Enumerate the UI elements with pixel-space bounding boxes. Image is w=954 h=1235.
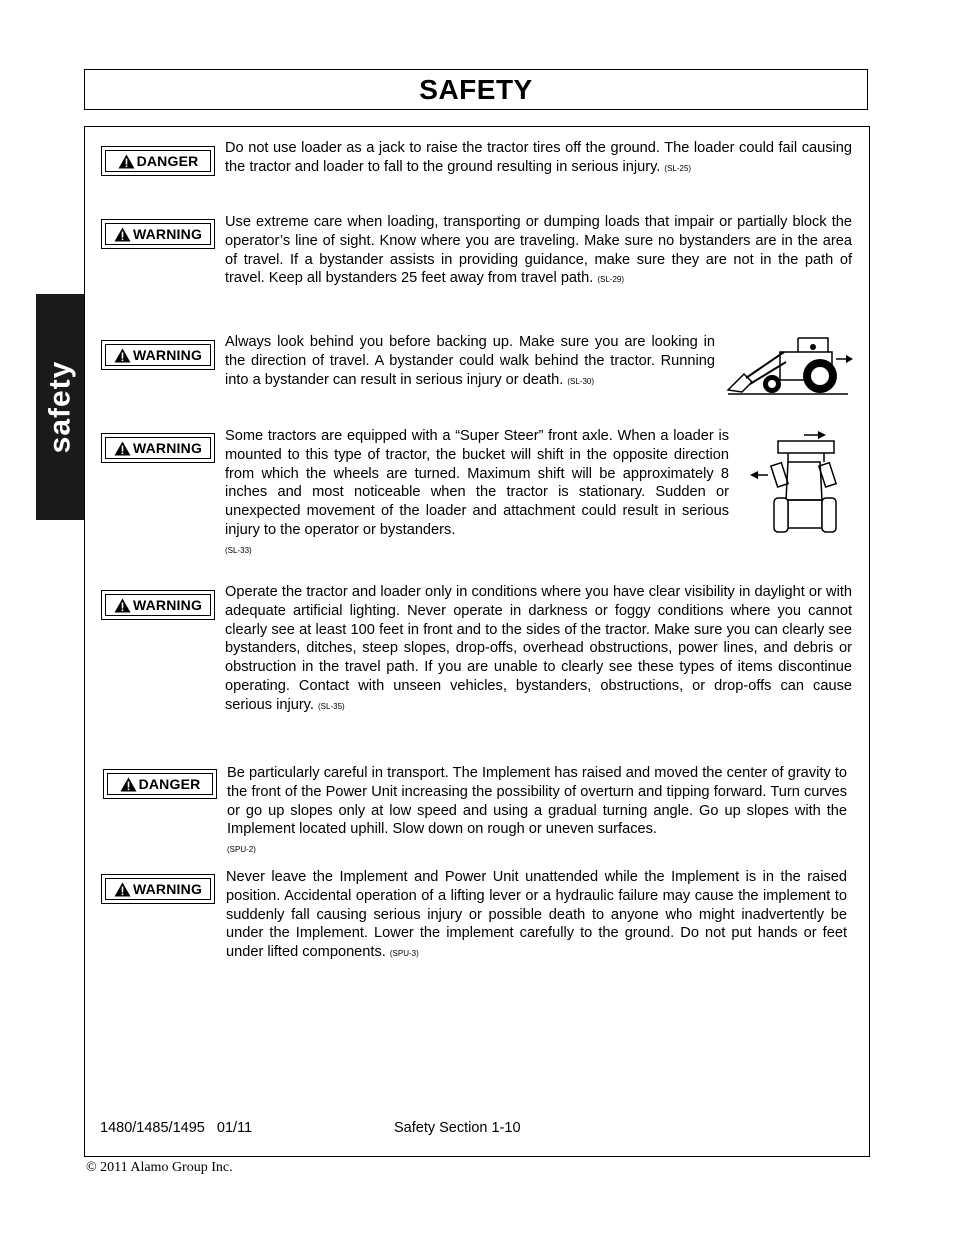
footer-model-date: 1480/1485/1495 01/11 (100, 1120, 253, 1136)
warning-badge (101, 874, 215, 904)
danger-badge (101, 146, 215, 176)
warning-badge (101, 590, 215, 620)
alert-triangle-icon (114, 227, 131, 242)
warning-body: Some tractors are equipped with a “Super Steer” front axle. When a loader is mounted to this type of tractor, the bucket will shift in the opposite direction from which the wheels are turned. Maximum shift will be approximately 8 inches and most noticeable when the tractor is stationary. Sudden or unexpected movement of the loader and attachment could result in serious injury to the operator or bystanders. (225, 428, 729, 538)
tractor-backing-illustration (724, 334, 854, 396)
alert-triangle-icon (114, 882, 131, 897)
warning-body: Operate the tractor and loader only in conditions where you have clear visibility in daylight or with adequate artificial lighting. Never operate in darkness or foggy conditions where you cannot clearly see at least 100 feet in front and to the sides of the tractor. Make sure you can clearly see bystanders, ditches, steep slopes, drop-offs, overhead obstructions, power lines, and debris or obstruction in the travel path. If you are unable to clearly see these types of items discontinue operating. Contact with unseen vehicles, bystanders, obstructions, or drop-offs can cause serious injury. (225, 584, 852, 713)
badge-label: DANGER (136, 153, 199, 169)
warning-badge (101, 219, 215, 249)
warning-text-sl33 (225, 427, 729, 561)
section-side-tab (36, 294, 84, 520)
warning-text-sl29 (225, 213, 852, 290)
reference-code: (SL-25) (664, 163, 692, 173)
warning-text-sl30 (225, 333, 715, 391)
warning-text-spu3 (226, 868, 847, 964)
warning-badge (101, 433, 215, 463)
badge-label: WARNING (132, 881, 203, 897)
alert-triangle-icon (114, 598, 131, 613)
warning-body: Be particularly careful in transport. The Implement has raised and moved the center of gravity to the front of the Power Unit increasing the possibility of overturn and tipping forward. Turn curves or go up slopes only at low speed and using a gradual turning angle. Go up slopes with the Implement located uphill. Slow down on rough or uneven surfaces. (227, 765, 847, 838)
badge-label: WARNING (132, 226, 203, 242)
alert-triangle-icon (114, 441, 131, 456)
page-title: SAFETY (419, 73, 533, 105)
warning-body: Never leave the Implement and Power Unit unattended while the Implement is in the raised position. Accidental operation of a lifting lever or a hydraulic failure may cause the implement to suddenly fall causing serious injury or possible death to anyone who might inadvertently be under the Implement. Lower the implement carefully to the ground. Do not put hands or feet under lifted components. (226, 869, 847, 961)
warning-body: Use extreme care when loading, transporting or dumping loads that impair or partially block the operator’s line of sight. Know where you are traveling. Make sure no bystanders are in the area of travel. If a bystander assists in providing guidance, make sure they are not in the path of travel. Keep all bystanders 25 feet away from travel path. (225, 214, 852, 287)
warning-body: Do not use loader as a jack to raise the tractor tires off the ground. The loader could fail causing the tractor and loader to fall to the ground resulting in serious injury. (225, 140, 852, 175)
warning-text-sl35 (225, 583, 852, 717)
badge-label: WARNING (132, 347, 203, 363)
page-header (84, 69, 868, 110)
warning-text-sl25 (225, 139, 852, 179)
copyright-notice: © 2011 Alamo Group Inc. (86, 1160, 233, 1175)
badge-label: DANGER (138, 776, 201, 792)
reference-code: (SPU-2) (227, 845, 256, 855)
alert-triangle-icon (114, 348, 131, 363)
warning-text-spu2 (227, 764, 847, 860)
danger-badge (103, 769, 217, 799)
badge-label: WARNING (132, 597, 203, 613)
alert-triangle-icon (120, 777, 137, 792)
side-tab-label: safety (43, 360, 76, 454)
reference-code: (SL-35) (318, 701, 345, 711)
alert-triangle-icon (118, 154, 135, 169)
warning-body: Always look behind you before backing up. Make sure you are looking in the direction of travel. A bystander could walk behind the tractor. Running into a bystander can result in serious injury or death. (225, 334, 715, 388)
footer-section-page: Safety Section 1-10 (394, 1120, 521, 1136)
reference-code: (SPU-3) (389, 949, 419, 959)
super-steer-illustration (748, 428, 840, 540)
reference-code: (SL-30) (567, 376, 595, 386)
badge-label: WARNING (132, 440, 203, 456)
reference-code: (SL-29) (597, 275, 625, 285)
warning-badge (101, 340, 215, 370)
reference-code: (SL-33) (225, 545, 252, 555)
